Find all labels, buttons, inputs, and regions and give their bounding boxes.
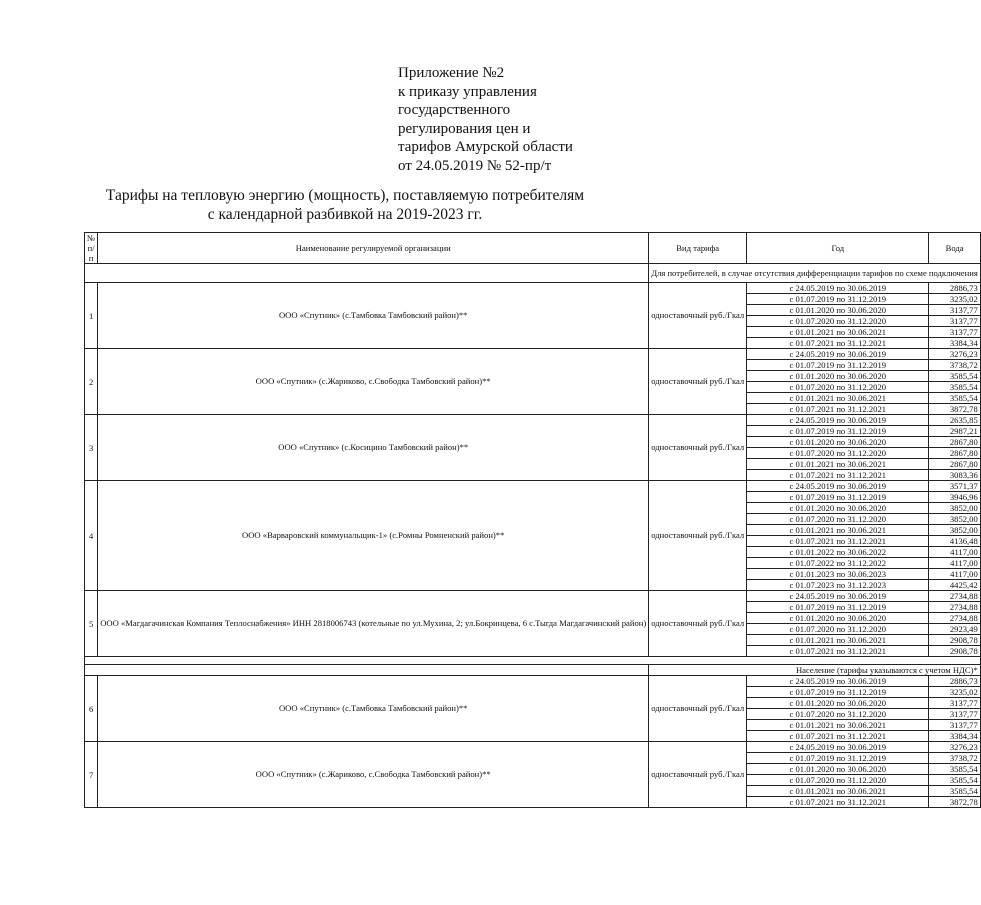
period-cell: с 01.01.2021 по 30.06.2021 [747,720,929,731]
price-cell: 3137,77 [929,709,980,720]
price-cell: 2908,78 [929,646,980,657]
price-cell: 2734,88 [929,613,980,624]
period-cell: с 01.07.2019 по 31.12.2019 [747,294,929,305]
price-cell: 3137,77 [929,316,980,327]
tariff-type: одноставочный руб./Гкал [649,481,747,591]
period-cell: с 01.01.2021 по 30.06.2021 [747,635,929,646]
price-cell: 3852,00 [929,525,980,536]
period-cell: с 01.07.2020 по 31.12.2020 [747,709,929,720]
tariff-type: одноставочный руб./Гкал [649,676,747,742]
price-cell: 2923,49 [929,624,980,635]
period-cell: с 01.01.2020 по 30.06.2020 [747,698,929,709]
price-cell: 3137,77 [929,720,980,731]
price-cell: 3585,54 [929,371,980,382]
tariffs-table [84,232,981,808]
price-cell: 3738,72 [929,753,980,764]
table-row [85,349,981,360]
price-cell: 3235,02 [929,687,980,698]
tariff-type: одноставочный руб./Гкал [649,283,747,349]
period-cell: с 01.01.2020 по 30.06.2020 [747,371,929,382]
title-line-2: с календарной разбивкой на 2019-2023 гг. [207,206,483,223]
period-cell: с 01.07.2020 по 31.12.2020 [747,775,929,786]
price-cell: 3137,77 [929,698,980,709]
price-cell: 3852,00 [929,514,980,525]
period-cell: с 01.07.2019 по 31.12.2019 [747,492,929,503]
price-cell: 3384,34 [929,731,980,742]
period-cell: с 01.01.2020 по 30.06.2020 [747,305,929,316]
period-cell: с 01.01.2021 по 30.06.2021 [747,525,929,536]
price-cell: 3571,37 [929,481,980,492]
price-cell: 2867,80 [929,459,980,470]
period-cell: с 01.07.2021 по 31.12.2021 [747,470,929,481]
tariff-type: одноставочный руб./Гкал [649,415,747,481]
period-cell: с 01.01.2021 по 30.06.2021 [747,459,929,470]
period-cell: с 01.01.2020 по 30.06.2020 [747,437,929,448]
period-cell: с 01.01.2021 по 30.06.2021 [747,327,929,338]
period-cell: с 01.07.2021 по 31.12.2021 [747,797,929,808]
period-cell: с 01.01.2020 по 30.06.2020 [747,764,929,775]
price-cell: 2987,21 [929,426,980,437]
price-cell: 3585,54 [929,775,980,786]
row-number: 1 [85,283,98,349]
organization-name: ООО «Варваровский коммунальщик-1» (с.Ромны Ромненский район)** [98,481,649,591]
period-cell: с 01.01.2023 по 30.06.2023 [747,569,929,580]
price-cell: 3585,54 [929,786,980,797]
section-blank-cell [85,264,649,283]
header-price: Вода [929,233,980,264]
price-cell: 3585,54 [929,764,980,775]
section-consumers: Для потребителей, в случае отсутствия дифференциации тарифов по схеме подключения [649,264,981,283]
price-cell: 2867,80 [929,437,980,448]
price-cell: 3384,34 [929,338,980,349]
header-org: Наименование регулируемой организации [98,233,649,264]
price-cell: 3276,23 [929,742,980,753]
period-cell: с 01.01.2021 по 30.06.2021 [747,786,929,797]
organization-name: ООО «Спутник» (с.Жариково, с.Свободка Тамбовский район)** [98,349,649,415]
row-number: 6 [85,676,98,742]
table-row [85,591,981,602]
price-cell: 3585,54 [929,393,980,404]
appendix-line: Приложение №2 [398,65,505,81]
table-row [85,676,981,687]
appendix-line: государственного [398,102,511,118]
section-consumers-row [85,264,981,283]
period-cell: с 01.07.2021 по 31.12.2021 [747,646,929,657]
price-cell: 3872,78 [929,404,980,415]
tariff-type: одноставочный руб./Гкал [649,591,747,657]
price-cell: 4425,42 [929,580,980,591]
tariff-type: одноставочный руб./Гкал [649,742,747,808]
price-cell: 3738,72 [929,360,980,371]
section-population: Население (тарифы указываются с учетом НДС)* [649,665,981,676]
price-cell: 3872,78 [929,797,980,808]
period-cell: с 01.01.2020 по 30.06.2020 [747,613,929,624]
period-cell: с 01.07.2021 по 31.12.2021 [747,404,929,415]
appendix-line: регулирования цен и [398,120,531,137]
spacer-cell [85,657,981,665]
organization-name: ООО «Спутник» (с.Тамбовка Тамбовский район)** [98,283,649,349]
row-number: 4 [85,481,98,591]
section-blank-cell [85,665,649,676]
price-cell: 3852,00 [929,503,980,514]
appendix-block [398,64,573,175]
period-cell: с 24.05.2019 по 30.06.2019 [747,742,929,753]
row-number: 5 [85,591,98,657]
price-cell: 3276,23 [929,349,980,360]
table-header-row [85,233,981,264]
price-cell: 2734,88 [929,591,980,602]
price-cell: 4136,48 [929,536,980,547]
appendix-line: от 24.05.2019 № 52-пр/т [398,157,552,174]
price-cell: 2734,88 [929,602,980,613]
price-cell: 3083,36 [929,470,980,481]
header-type: Вид тарифа [649,233,747,264]
tariff-type: одноставочный руб./Гкал [649,349,747,415]
price-cell: 2635,85 [929,415,980,426]
spacer-row [85,657,981,665]
organization-name: ООО «Спутник» (с.Жариково, с.Свободка Тамбовский район)** [98,742,649,808]
period-cell: с 01.07.2022 по 31.12.2022 [747,558,929,569]
period-cell: с 01.07.2019 по 31.12.2019 [747,687,929,698]
period-cell: с 01.07.2020 по 31.12.2020 [747,514,929,525]
period-cell: с 01.07.2020 по 31.12.2020 [747,624,929,635]
period-cell: с 01.01.2021 по 30.06.2021 [747,393,929,404]
row-number: 7 [85,742,98,808]
title-line-1: Тарифы на тепловую энергию (мощность), поставляемую потребителям [105,187,585,204]
period-cell: с 24.05.2019 по 30.06.2019 [747,591,929,602]
table-body [85,264,981,808]
price-cell: 2886,73 [929,283,980,294]
header-period: Год [747,233,929,264]
period-cell: с 01.07.2020 по 31.12.2020 [747,448,929,459]
price-cell: 3585,54 [929,382,980,393]
price-cell: 2886,73 [929,676,980,687]
period-cell: с 01.07.2019 по 31.12.2019 [747,753,929,764]
appendix-line: тарифов Амурской области [398,139,573,155]
appendix-line: к приказу управления [398,83,537,100]
table-row [85,283,981,294]
price-cell: 4117,00 [929,569,980,580]
period-cell: с 24.05.2019 по 30.06.2019 [747,676,929,687]
table-row [85,742,981,753]
period-cell: с 01.07.2023 по 31.12.2023 [747,580,929,591]
organization-name: ООО «Спутник» (с.Тамбовка Тамбовский район)** [98,676,649,742]
price-cell: 3946,96 [929,492,980,503]
organization-name: ООО «Магдагачинская Компания Теплоснабжения» ИНН 2818006743 (котельные по ул.Мухина, 2; ул.Бокринцева, 6 с.Тыгда Магдагачинский район) [98,591,649,657]
row-number: 2 [85,349,98,415]
price-cell: 4117,00 [929,558,980,569]
period-cell: с 24.05.2019 по 30.06.2019 [747,415,929,426]
price-cell: 3137,77 [929,305,980,316]
period-cell: с 01.07.2021 по 31.12.2021 [747,731,929,742]
period-cell: с 24.05.2019 по 30.06.2019 [747,349,929,360]
period-cell: с 01.07.2019 по 31.12.2019 [747,360,929,371]
price-cell: 2867,80 [929,448,980,459]
section-population-row [85,665,981,676]
period-cell: с 01.07.2020 по 31.12.2020 [747,382,929,393]
document-title [60,186,630,224]
table-row [85,481,981,492]
row-number: 3 [85,415,98,481]
price-cell: 4117,00 [929,547,980,558]
period-cell: с 01.07.2021 по 31.12.2021 [747,338,929,349]
price-cell: 3137,77 [929,327,980,338]
organization-name: ООО «Спутник» (с.Косицино Тамбовский район)** [98,415,649,481]
price-cell: 2908,78 [929,635,980,646]
period-cell: с 01.01.2020 по 30.06.2020 [747,503,929,514]
period-cell: с 24.05.2019 по 30.06.2019 [747,481,929,492]
period-cell: с 01.07.2020 по 31.12.2020 [747,316,929,327]
period-cell: с 01.07.2019 по 31.12.2019 [747,426,929,437]
period-cell: с 01.07.2019 по 31.12.2019 [747,602,929,613]
header-num: № п/п [85,233,98,264]
period-cell: с 24.05.2019 по 30.06.2019 [747,283,929,294]
period-cell: с 01.01.2022 по 30.06.2022 [747,547,929,558]
price-cell: 3235,02 [929,294,980,305]
table-row [85,415,981,426]
period-cell: с 01.07.2021 по 31.12.2021 [747,536,929,547]
